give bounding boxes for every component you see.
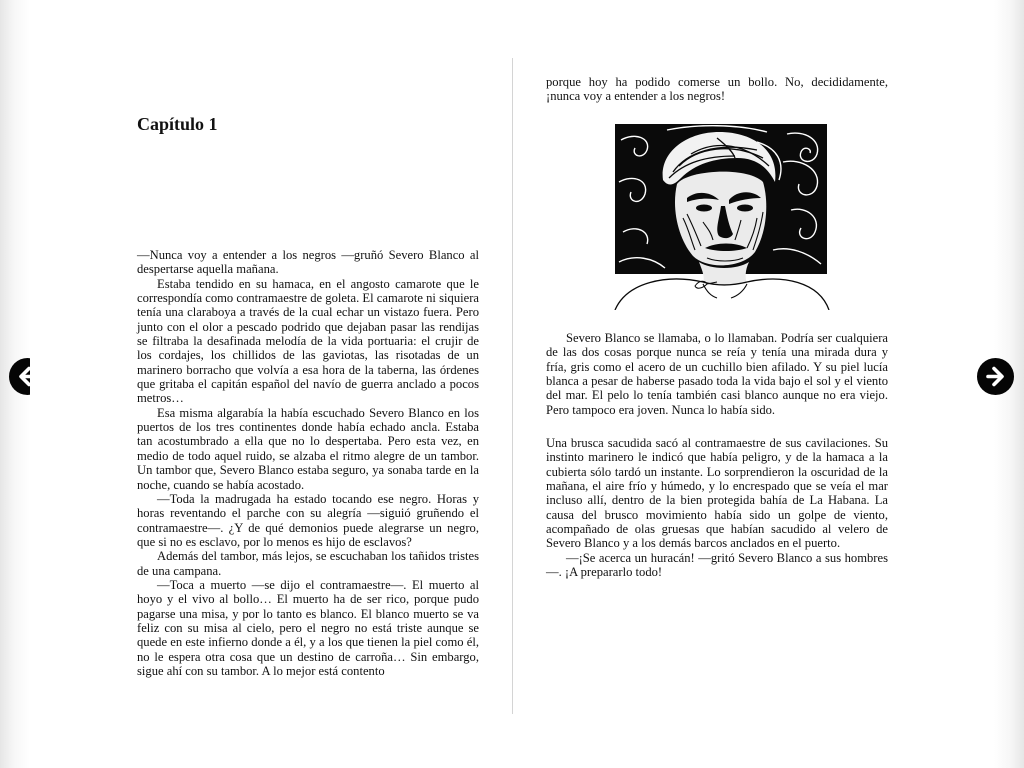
right-page-middle-text bbox=[546, 331, 888, 417]
chapter-title: Capítulo 1 bbox=[137, 114, 218, 134]
paragraph: —Toda la madrugada ha estado tocando ese negro. Horas y horas reventando el parche con su alegría —siguió gruñendo el contramaestre—. ¿Y de qué demonios puede alegrarse un negro, que si no es esclavo, por lo menos es hijo de esclavos? bbox=[137, 491, 479, 549]
paragraph: Severo Blanco se llamaba, o lo llamaban. Podría ser cualquiera de las dos cosas porque nunca se reía y tenía una mirada dura y fría, gris como el acero de un cuchillo bien afilado. Y su piel lucía blanca a pesar de haberse pasado toda la vida bajo el sol y el viento del mar. El pelo lo tenía también casi blanco aunque no era viejo. Pero tampoco era joven. Nunca lo había sido. bbox=[546, 331, 888, 417]
paragraph: Estaba tendido en su hamaca, en el angosto camarote que le correspondía como contramaestre de goleta. El camarote ni siquiera tenía una claraboya a través de la cual echar un vistazo fuera. Pero junto con el olor a pescado podrido que dejaban pasar las rendijas se filtraba la desafinada melodía de la vida portuaria: el crujir de los cordajes, los chillidos de las gaviotas, las risotadas de un marinero borracho que volvía a esa hora de la taberna, las órdenes que gritaba el capitán español del navío de guerra anclado a pocos metros… bbox=[137, 276, 479, 406]
paragraph: —¡Se acerca un huracán! —gritó Severo Blanco a sus hombres—. ¡A prepararlo todo! bbox=[546, 550, 888, 580]
left-page-text bbox=[137, 248, 479, 678]
right-page-bottom-text bbox=[546, 436, 888, 579]
woodcut-portrait-illustration bbox=[607, 122, 837, 310]
right-page bbox=[546, 48, 888, 720]
book-spine-divider bbox=[512, 58, 513, 714]
right-page-top-text bbox=[546, 75, 888, 104]
paragraph: —Toca a muerto —se dijo el contramaestre—. El muerto al hoyo y el vivo al bollo… El muerto ha de ser rico, porque pudo pagarse una misa, y por lo tanto es blanco. El blanco muerto se va feliz con su misa al cielo, pero el negro no está triste aunque se quede en este infierno donde a él, y a los que tienen la piel como él, no le espera otra cosa que un destino de carroña… Sin embargo, sigue ahí con su tambor. A lo mejor está contento bbox=[137, 577, 479, 678]
paragraph: Una brusca sacudida sacó al contramaestre de sus cavilaciones. Su instinto marinero le indicó que había peligro, y de la hamaca a la cubierta sólo tardó un instante. Lo sorprendieron la oscuridad de la mañana, el aire frío y húmedo, y lo encrespado que se veía el mar incluso allí, dentro de la bien protegida bahía de La Habana. La causa del brusco movimiento había sido un golpe de viento, acompañado de olas gruesas que habían sacudido al velero de Severo Blanco y a los demás barcos anclados en el puerto. bbox=[546, 436, 888, 551]
paragraph: —Nunca voy a entender a los negros —gruñó Severo Blanco al despertarse aquella mañana. bbox=[137, 248, 479, 277]
book-spread bbox=[30, 48, 994, 720]
paragraph: porque hoy ha podido comerse un bollo. No, decididamente, ¡nunca voy a entender a los negros! bbox=[546, 75, 888, 104]
left-page bbox=[137, 48, 479, 720]
arrow-right-icon bbox=[977, 358, 1014, 395]
paragraph: Esa misma algarabía la había escuchado Severo Blanco en los puertos de los tres continentes donde había echado ancla. Estaba tan acostumbrado a ella que no lo despertaba. Pero esta vez, en medio de todo aquel ruido, se alzaba el ritmo alegre de un tambor. Un tambor que, Severo Blanco estaba seguro, ya sonaba tarde en la noche, cuando se había acostado. bbox=[137, 405, 479, 492]
paragraph: Además del tambor, más lejos, se escuchaban los tañidos tristes de una campana. bbox=[137, 549, 479, 578]
next-page-button[interactable] bbox=[977, 358, 1014, 395]
